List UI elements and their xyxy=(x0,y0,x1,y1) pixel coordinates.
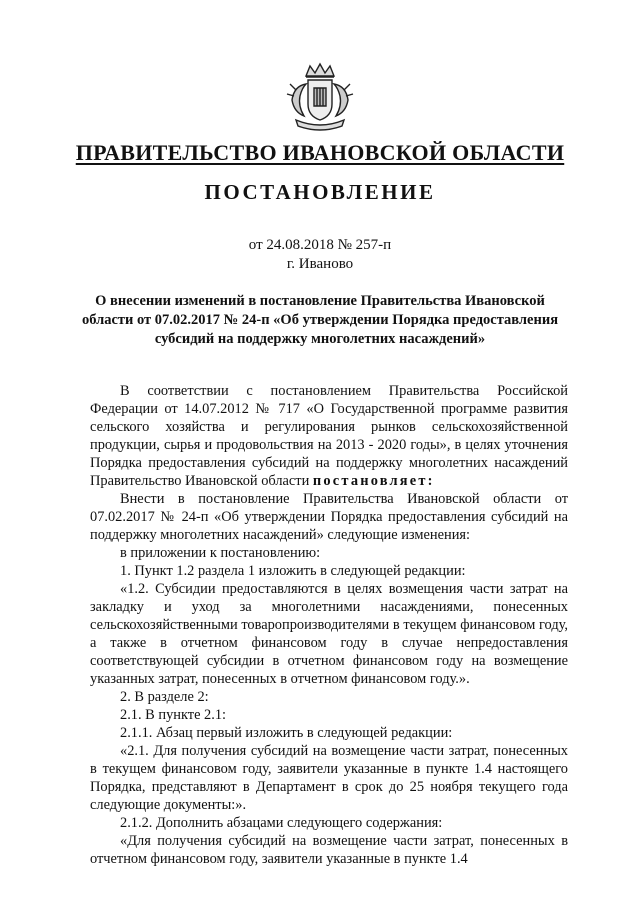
paragraph: «1.2. Субсидии предоставляются в целях возмещения части затрат на закладку и уход за многолетними насаждениями, понесенных сельскохозяйственными товаропроизводителями в текущем финансовом году, а также в отчетном финансовом году в случае непредоставления соответствующей субсидии в отчетном финансовом году на возмещение указанных затрат, понесенных в отчетном финансовом году.». xyxy=(90,581,568,687)
paragraph: 2.1.1. Абзац первый изложить в следующей редакции: xyxy=(120,725,453,741)
paragraph: 2.1.2. Дополнить абзацами следующего содержания: xyxy=(120,815,443,831)
document-subject: О внесении изменений в постановление Правительства Ивановской области от 07.02.2017 № 24-п «Об утверждении Порядка предоставления субсидий на поддержку многолетних насаждений» xyxy=(81,293,559,347)
paragraph xyxy=(90,382,568,490)
government-name-text: ПРАВИТЕЛЬСТВО ИВАНОВСКОЙ ОБЛАСТИ xyxy=(75,140,565,165)
paragraph-text: В соответствии с постановлением Правительства Российской Федерации от 14.07.2012 № 717 «О Государственной программе развития сельского хозяйства и регулирования рынков сельскохозяйственной продукции, сырья и продовольствия на 2013 - 2020 годы», в целях уточнения Порядка предоставления субсидий на поддержку многолетних насаждений Правительство Ивановской области xyxy=(90,383,568,489)
paragraph: «Для получения субсидий на возмещение части затрат, понесенных в отчетном финансовом году, заявители указанные в пункте 1.4 xyxy=(90,833,568,867)
paragraph: 2. В разделе 2: xyxy=(120,689,209,705)
document-body xyxy=(90,382,568,868)
paragraph: Внести в постановление Правительства Ивановской области от 07.02.2017 № 24-п «Об утверждении Порядка предоставления субсидий на поддержку многолетних насаждений» следующие изменения: xyxy=(90,491,568,543)
paragraph: в приложении к постановлению: xyxy=(120,545,321,561)
city: г. Иваново xyxy=(286,256,354,272)
document-meta xyxy=(0,236,640,274)
paragraph: 1. Пункт 1.2 раздела 1 изложить в следующей редакции: xyxy=(120,563,466,579)
ivanovo-coat-of-arms-icon xyxy=(284,60,356,132)
paragraph: «2.1. Для получения субсидий на возмещение части затрат, понесенных в текущем финансовом году, заявители указанные в пункте 1.4 настоящего Порядка, представляют в Департамент в срок до 25 ноября текущего года следующие документы:». xyxy=(90,743,568,813)
resolve-word: постановляет: xyxy=(312,473,435,489)
date-number: от 24.08.2018 № 257-п xyxy=(248,237,392,253)
paragraph: 2.1. В пункте 2.1: xyxy=(120,707,227,723)
government-name xyxy=(0,140,640,166)
document-type: ПОСТАНОВЛЕНИЕ xyxy=(204,180,436,204)
